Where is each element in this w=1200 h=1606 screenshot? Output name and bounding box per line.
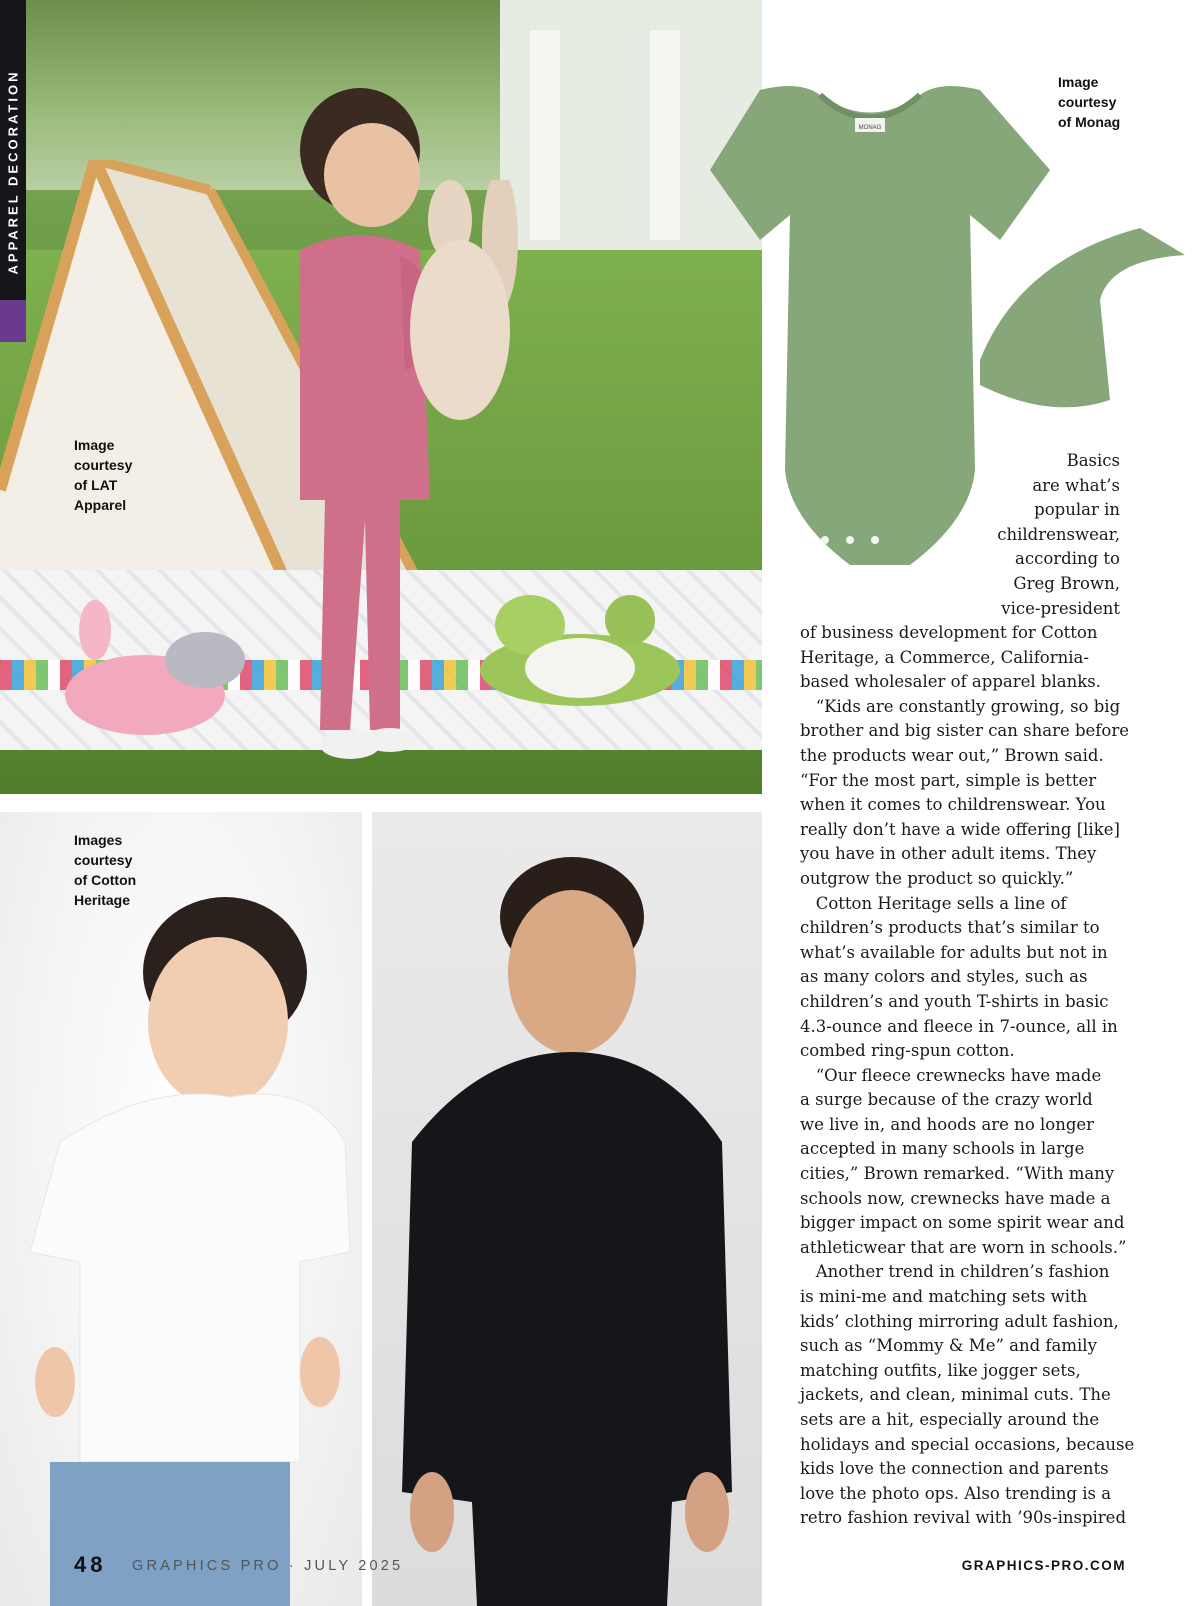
article-line: schools now, crewnecks have made a (800, 1188, 1111, 1208)
article-line: popular in (1034, 500, 1120, 520)
photo-boy-black-crewneck (372, 812, 762, 1606)
article-line: children’s and youth T-shirts in basic (800, 991, 1109, 1011)
caption-line: courtesy (74, 852, 133, 868)
article-intro-wrapped (960, 449, 1120, 621)
article-line: “Kids are constantly growing, so big (800, 696, 1121, 716)
plush-bunny (400, 180, 550, 440)
article-line: combed ring-spun cotton. (800, 1041, 1015, 1061)
boy-white-tee-figure (0, 812, 362, 1606)
article-line: Basics (1066, 451, 1120, 470)
article-line: a surge because of the crazy world (800, 1090, 1093, 1110)
article-line: of business development for Cotton (800, 623, 1098, 642)
article-line: Heritage, a Commerce, California- (800, 647, 1089, 667)
article-line: when it comes to childrenswear. You (800, 795, 1106, 815)
knot-hat (980, 228, 1185, 407)
caption-lat-apparel (74, 435, 164, 515)
article-line: matching outfits, like jogger sets, (800, 1360, 1081, 1380)
caption-line: Image (1058, 74, 1099, 90)
article-line: kids’ clothing mirroring adult fashion, (800, 1311, 1119, 1331)
article-body (800, 621, 1135, 1531)
article-line: holidays and special occasions, because (800, 1434, 1135, 1454)
article-line: we live in, and hoods are no longer (800, 1114, 1095, 1134)
caption-line: courtesy (74, 457, 133, 473)
article-line: Another trend in children’s fashion (800, 1262, 1110, 1282)
article-line: retro fashion revival with ’90s-inspired (800, 1508, 1127, 1528)
section-tab-accent (0, 300, 26, 342)
article-line: such as “Mommy & Me” and family (800, 1336, 1097, 1356)
article-line: bigger impact on some spirit wear and (800, 1213, 1125, 1233)
article-line: jackets, and clean, minimal cuts. The (800, 1385, 1111, 1405)
caption-line: courtesy (1058, 94, 1117, 110)
article-line: you have in other adult items. They (800, 844, 1097, 864)
page-number: 48 (74, 1552, 107, 1577)
article-line: outgrow the product so quickly.” (800, 868, 1074, 888)
caption-monag (1058, 72, 1148, 132)
caption-cotton-heritage (74, 830, 164, 910)
product-tag-text: MONAG (858, 125, 882, 131)
article-line: according to (1015, 549, 1120, 569)
article-line: “Our fleece crewnecks have made (800, 1065, 1102, 1085)
article-line: accepted in many schools in large (800, 1139, 1085, 1159)
article-line: the products wear out,” Brown said. (800, 745, 1104, 765)
article-line: based wholesaler of apparel blanks. (800, 672, 1101, 692)
article-line: children’s products that’s similar to (800, 918, 1100, 938)
photo-boy-white-tshirt (0, 812, 362, 1606)
section-tab-label: APPAREL DECORATION (5, 69, 21, 275)
caption-line: of Monag (1058, 114, 1121, 130)
boy-black-crewneck-figure (372, 812, 762, 1606)
article-line: kids love the connection and parents (800, 1459, 1109, 1479)
article-line: childrenswear, (997, 524, 1120, 544)
article-line: cities,” Brown remarked. “With many (800, 1164, 1115, 1184)
article-line: really don’t have a wide offering [like] (800, 819, 1120, 839)
caption-line: Image (74, 437, 115, 453)
article-line: 4.3-ounce and fleece in 7-ounce, all in (800, 1016, 1118, 1036)
article-line: “For the most part, simple is better (800, 770, 1097, 790)
article-line: is mini-me and matching sets with (800, 1287, 1088, 1307)
caption-line: Heritage (74, 892, 131, 908)
article-line: vice-president (1001, 598, 1120, 618)
article-line: are what’s (1032, 475, 1120, 495)
article-line: athleticwear that are worn in schools.” (800, 1237, 1127, 1257)
article-line: as many colors and styles, such as (800, 967, 1088, 987)
caption-line: Images (74, 832, 123, 848)
plush-toy-frog (470, 590, 690, 710)
website-url: GRAPHICS-PRO.COM (961, 1558, 1126, 1573)
article-line: sets are a hit, especially around the (800, 1410, 1100, 1429)
plush-toy-pink (55, 600, 255, 740)
caption-line: of Cotton (74, 872, 137, 888)
article-line: brother and big sister can share before (800, 721, 1129, 741)
article-line: Greg Brown, (1013, 573, 1120, 593)
caption-line: of LAT (74, 477, 118, 493)
article-line: Cotton Heritage sells a line of (800, 893, 1067, 913)
caption-line: Apparel (74, 497, 127, 513)
article-line: love the photo ops. Also trending is a (800, 1483, 1112, 1503)
magazine-issue: GRAPHICS PRO · JULY 2025 (132, 1558, 404, 1574)
article-line: what’s available for adults but not in (800, 942, 1108, 962)
